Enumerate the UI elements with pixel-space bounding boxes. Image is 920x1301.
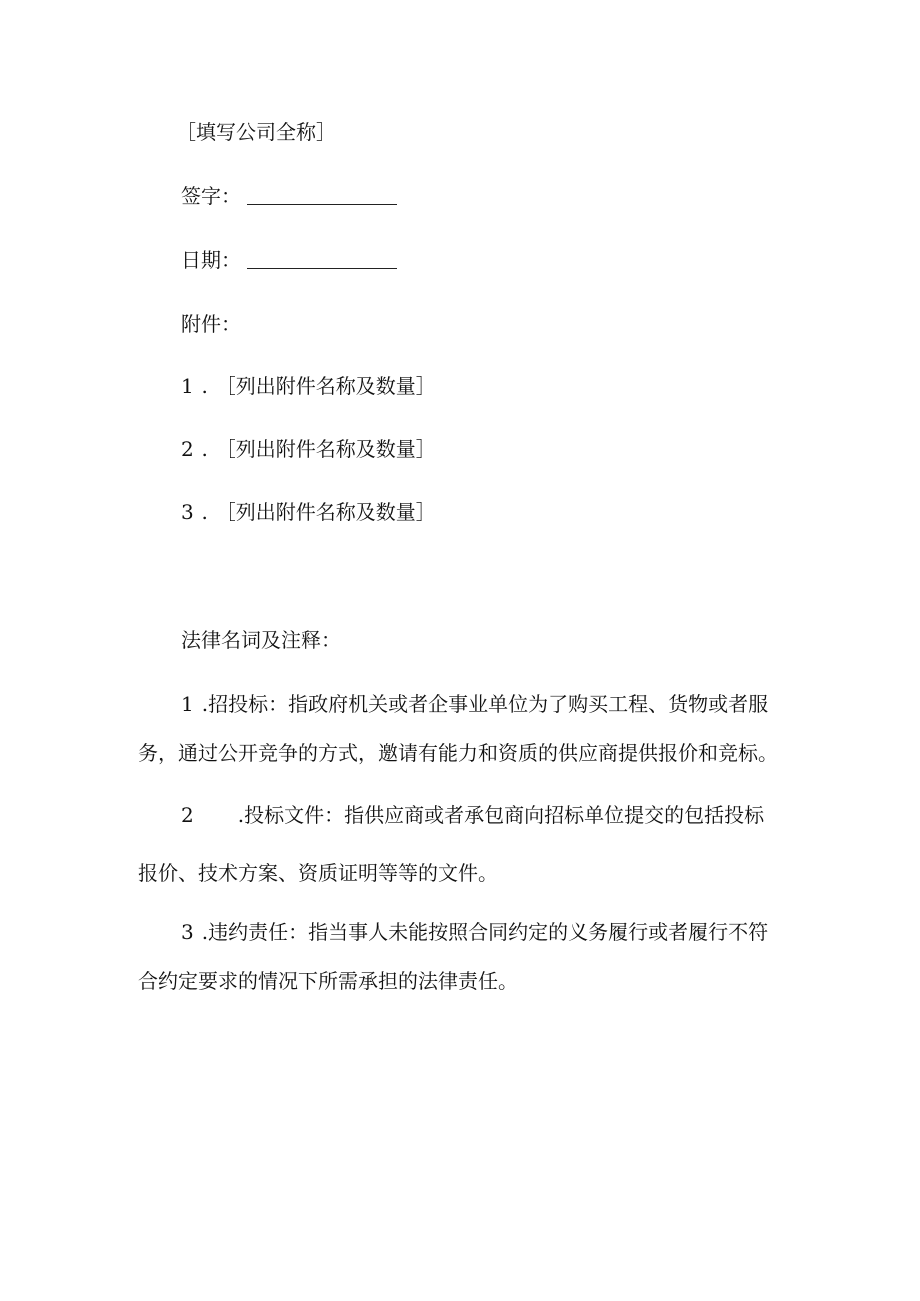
attachment-item xyxy=(181,500,436,524)
signature-row xyxy=(181,184,397,208)
glossary-number: 3 xyxy=(181,920,194,944)
glossary-number: 1 xyxy=(181,692,194,716)
date-blank-line xyxy=(247,248,397,269)
attachment-item xyxy=(181,374,436,398)
attachment-separator: . xyxy=(201,374,208,398)
attachment-text: ［列出附件名称及数量］ xyxy=(215,374,436,398)
glossary-entry-line xyxy=(181,692,768,716)
attachment-text: ［列出附件名称及数量］ xyxy=(215,437,436,461)
glossary-entry-continuation: 报价、技术方案、资质证明等等的文件。 xyxy=(138,861,498,885)
glossary-entry-line xyxy=(181,920,768,944)
glossary-entry-line xyxy=(181,803,764,827)
glossary-text: .招投标：指政府机关或者企事业单位为了购买工程、货物或者服 xyxy=(201,692,769,716)
attachments-heading: 附件： xyxy=(181,312,241,336)
attachment-separator: . xyxy=(201,437,208,461)
glossary-heading: 法律名词及注释： xyxy=(181,628,341,652)
glossary-number: 2 xyxy=(181,803,194,827)
attachment-number: 3 xyxy=(181,500,194,524)
date-label: 日期： xyxy=(181,248,241,272)
signature-label: 签字： xyxy=(181,184,241,208)
attachment-separator: . xyxy=(201,500,208,524)
glossary-text: .投标文件：指供应商或者承包商向招标单位提交的包括投标 xyxy=(237,803,765,827)
signature-blank-line xyxy=(247,184,397,205)
attachment-number: 2 xyxy=(181,437,194,461)
glossary-entry-continuation: 务，通过公开竞争的方式，邀请有能力和资质的供应商提供报价和竞标。 xyxy=(138,741,778,765)
glossary-entry-continuation: 合约定要求的情况下所需承担的法律责任。 xyxy=(138,969,518,993)
date-row xyxy=(181,248,397,272)
glossary-text: .违约责任：指当事人未能按照合同约定的义务履行或者履行不符 xyxy=(201,920,769,944)
attachment-text: ［列出附件名称及数量］ xyxy=(215,500,436,524)
attachment-item xyxy=(181,437,436,461)
attachment-number: 1 xyxy=(181,374,194,398)
company-name-placeholder: ［填写公司全称］ xyxy=(176,120,336,144)
